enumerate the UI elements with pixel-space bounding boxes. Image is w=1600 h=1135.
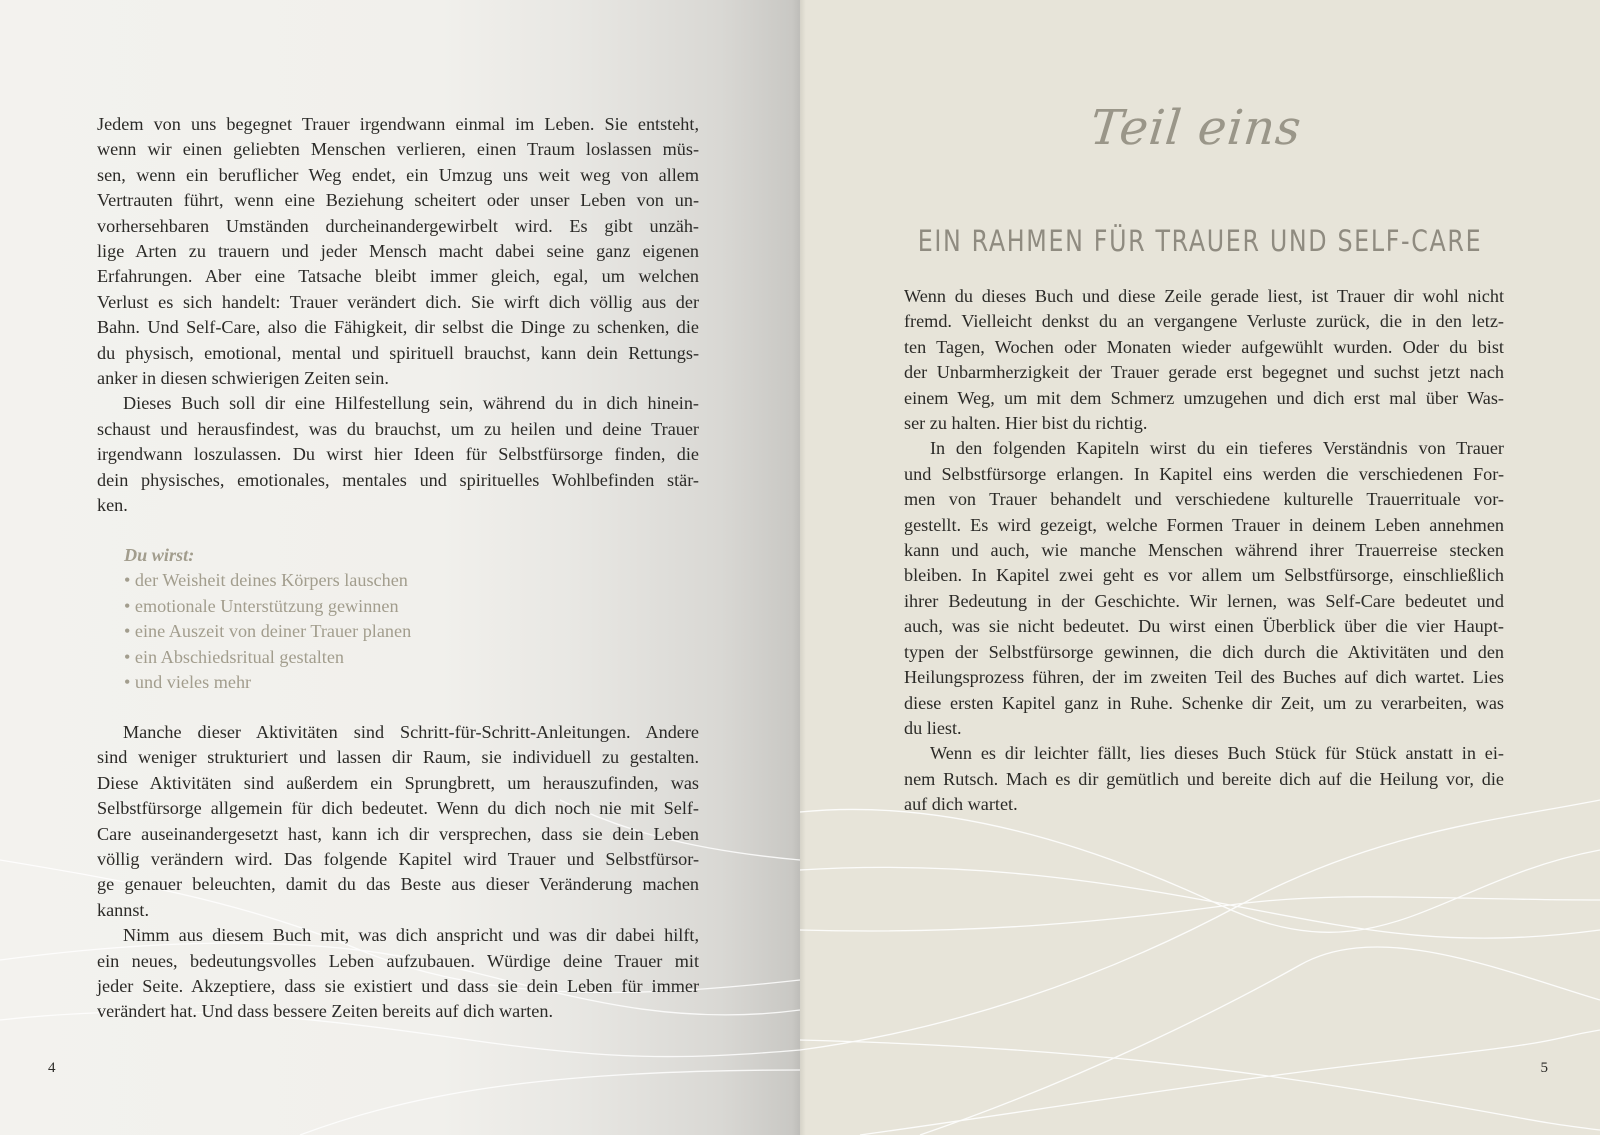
list-item: • emotionale Unterstützung gewinnen: [124, 594, 411, 619]
text-line: bleiben. In Kapitel zwei geht es vor allem um Selbstfürsorge, einschließlich: [904, 565, 1504, 586]
right-body-text: [904, 284, 1504, 818]
paragraph-second: [904, 436, 1504, 741]
text-line: verändert hat. Und dass bessere Zeiten bereits auf dich warten.: [97, 1001, 554, 1022]
text-line: diese ersten Kapitel ganz in Ruhe. Schenke dir Zeit, um zu verarbeiten, was: [904, 692, 1504, 713]
you-will-list: [124, 543, 411, 695]
text-line: schaust und herausfindest, was du brauchst, um zu heilen und deine Trauer: [97, 418, 699, 439]
page-number-left: 4: [48, 1060, 56, 1076]
paragraph-second: [97, 391, 699, 518]
text-line: Nimm aus diesem Buch mit, was dich anspricht und was dir dabei hilft,: [123, 925, 699, 946]
text-line: Care auseinandergesetzt hast, kann ich dir versprechen, dass sie dein Leben: [97, 823, 699, 844]
list-item: • ein Abschiedsritual gestalten: [124, 645, 411, 670]
text-line: nem Rutsch. Mach es dir gemütlich und bereite dich auf die Heilung vor, die: [904, 768, 1504, 789]
part-title: Teil eins: [1087, 100, 1305, 156]
text-line: Wenn du dieses Buch und diese Zeile gerade liest, ist Trauer dir wohl nicht: [904, 286, 1504, 306]
spine-shadow: [800, 0, 806, 1135]
text-line: Jedem von uns begegnet Trauer irgendwann einmal im Leben. Sie entsteht,: [97, 114, 699, 134]
chapter-title: EIN RAHMEN FÜR TRAUER UND SELF-CARE: [917, 224, 1483, 258]
text-line: du liest.: [904, 717, 962, 738]
text-line: fremd. Vielleicht denkst du an vergangene Verluste zurück, die in den letz-: [904, 311, 1504, 332]
text-line: In den folgenden Kapiteln wirst du ein tieferes Verständnis von Trauer: [930, 438, 1504, 459]
text-line: Erfahrungen. Aber eine Tatsache bleibt immer gleich, egal, um welchen: [97, 266, 699, 287]
text-line: ge genauer beleuchten, damit du das Beste aus dieser Veränderung machen: [97, 874, 699, 895]
text-line: Verlust es sich handelt: Trauer verändert dich. Sie wirft dich völlig aus der: [97, 291, 699, 312]
right-page: [800, 0, 1600, 1135]
text-line: Manche dieser Aktivitäten sind Schritt-für-Schritt-Anleitungen. Andere: [123, 722, 699, 742]
text-line: Bahn. Und Self-Care, also die Fähigkeit, dir selbst die Dinge zu schenken, die: [97, 317, 699, 338]
text-line: dein physisches, emotionales, mentales und spirituelles Wohlbefinden stär-: [97, 469, 699, 490]
text-line: gestellt. Es wird gezeigt, welche Formen Trauer in deinem Leben annehmen: [904, 514, 1504, 535]
text-line: kann und auch, wie manche Menschen während ihrer Trauerreise stecken: [904, 540, 1504, 561]
text-line: irgendwann loszulassen. Du wirst hier Ideen für Selbstfürsorge finden, die: [97, 444, 699, 465]
text-line: der Unbarmherzigkeit der Trauer gerade erst begegnet und suchst jetzt nach: [904, 362, 1504, 383]
left-intro-text: [97, 112, 699, 519]
list-item: • eine Auszeit von deiner Trauer planen: [124, 619, 411, 644]
text-line: lige Arten zu trauern und jeder Mensch macht dabei seine ganz eigenen: [97, 241, 699, 262]
text-line: und Selbstfürsorge erlangen. In Kapitel eins werden die verschiedenen For-: [904, 463, 1504, 484]
text-line: Heilungsprozess führen, der im zweiten Teil des Buches auf dich wartet. Lies: [904, 667, 1504, 688]
page-number-right: 5: [1540, 1060, 1548, 1076]
paragraph-third: [97, 720, 699, 923]
text-line: Selbstfürsorge allgemein für dich bedeutet. Wenn du dich noch nie mit Self-: [97, 798, 699, 819]
text-line: einem Weg, um mit dem Schmerz umzugehen und dich erst mal über Was-: [904, 387, 1504, 408]
text-line: wenn wir einen geliebten Menschen verlieren, einen Traum loslassen müs-: [97, 139, 699, 160]
list-item: • der Weisheit deines Körpers lauschen: [124, 568, 411, 593]
text-line: vorhersehbaren Umständen durcheinandergewirbelt wird. Es gibt unzäh-: [97, 215, 699, 236]
text-line: Wenn es dir leichter fällt, lies dieses Buch Stück für Stück anstatt in ei-: [930, 743, 1504, 764]
left-closing-text: [97, 720, 699, 1025]
text-line: ihrer Bedeutung in der Geschichte. Wir lernen, was Self-Care bedeutet und: [904, 590, 1504, 611]
text-line: ken.: [97, 495, 128, 516]
text-line: ein neues, bedeutungsvolles Leben aufzubauen. Würdige deine Trauer mit: [97, 950, 699, 971]
list-item: • und vieles mehr: [124, 670, 411, 695]
paragraph-first: [904, 284, 1504, 436]
text-line: völlig verändern wird. Das folgende Kapitel wird Trauer und Selbstfürsor-: [97, 849, 699, 870]
text-line: kannst.: [97, 899, 150, 920]
text-line: anker in diesen schwierigen Zeiten sein.: [97, 368, 389, 389]
text-line: sind weniger strukturiert und lassen dir Raum, sie individuell zu gestalten.: [97, 747, 699, 768]
text-line: auch, was sie nicht bedeutet. Du wirst einen Überblick über die vier Haupt-: [904, 616, 1504, 637]
text-line: ser zu halten. Hier bist du richtig.: [904, 413, 1148, 434]
paragraph-third: [904, 741, 1504, 817]
paragraph-intro: [97, 112, 699, 391]
text-line: typen der Selbstfürsorge gewinnen, die dich durch die Aktivitäten und den: [904, 641, 1504, 662]
text-line: auf dich wartet.: [904, 794, 1018, 815]
text-line: Vertrauten führt, wenn eine Beziehung scheitert oder unser Leben von un-: [97, 190, 699, 211]
text-line: ten Tagen, Wochen oder Monaten wieder aufgewühlt wurden. Oder du bist: [904, 336, 1504, 357]
text-line: Diese Aktivitäten sind außerdem ein Sprungbrett, um herauszufinden, was: [97, 772, 699, 793]
text-line: Dieses Buch soll dir eine Hilfestellung sein, während du in dich hinein-: [123, 393, 699, 414]
text-line: jeder Seite. Akzeptiere, dass sie existiert und dass sie dein Leben für immer: [97, 976, 699, 997]
list-title: Du wirst:: [124, 545, 195, 565]
text-line: men von Trauer behandelt und verschiedene kulturelle Trauerrituale vor-: [904, 489, 1504, 510]
text-line: sen, wenn ein beruflicher Weg endet, ein Umzug uns weit weg von allem: [97, 164, 699, 185]
paragraph-fourth: [97, 923, 699, 1025]
text-line: du physisch, emotional, mental und spirituell brauchst, kann dein Rettungs-: [97, 342, 699, 363]
